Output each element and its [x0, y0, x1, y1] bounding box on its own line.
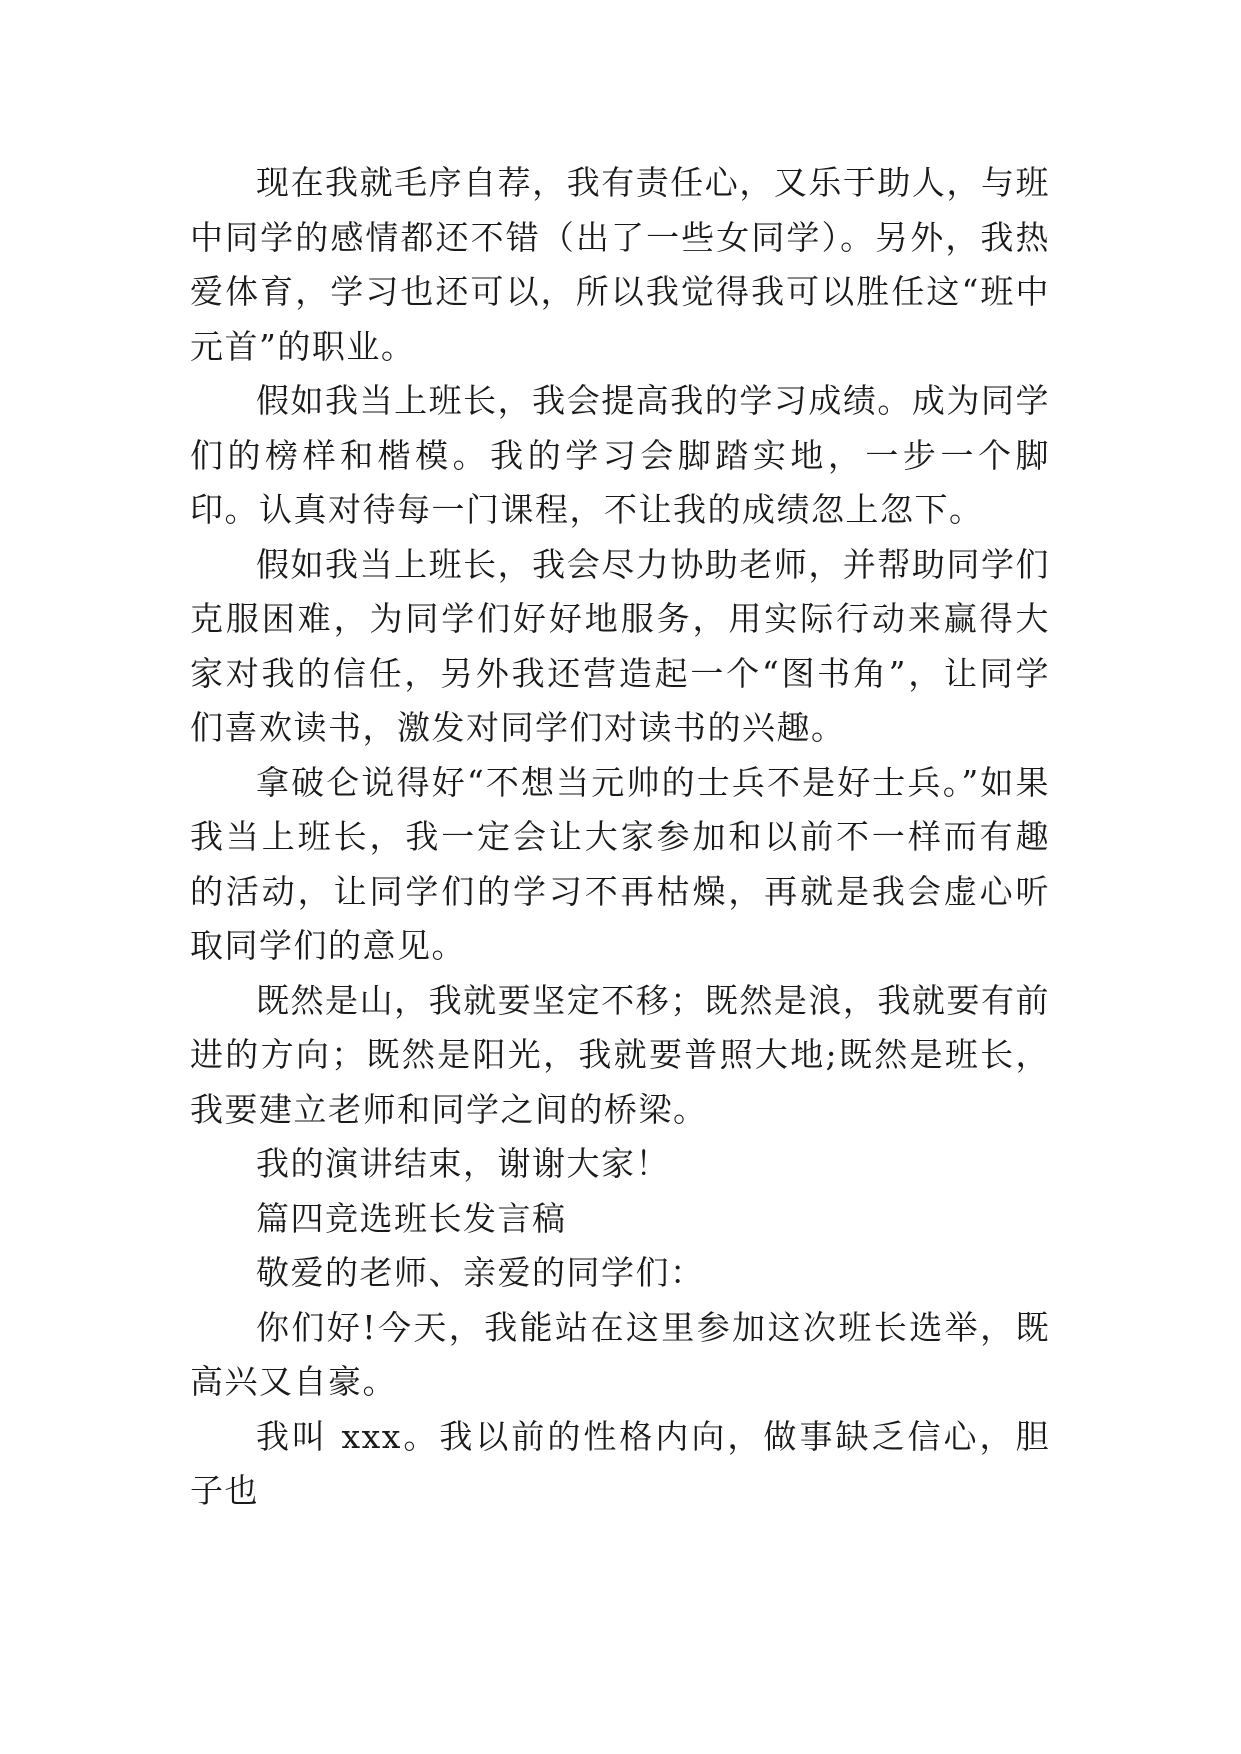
section-title: 篇四竞选班长发言稿: [256, 1198, 567, 1238]
paragraph-mountain-metaphor: 既然是山，我就要坚定不移；既然是浪，我就要有前进的方向；既然是阳光，我就要普照大地;既然是班长，我要建立老师和同学之间的桥梁。: [190, 980, 1050, 1129]
paragraph-napoleon-quote: 拿破仑说得好“不想当元帅的士兵不是好士兵。”如果我当上班长，我一定会让大家参加和以前不一样而有趣的活动，让同学们的学习不再枯燥，再就是我会虚心听取同学们的意见。: [190, 762, 1050, 965]
paragraph-study-goal: 假如我当上班长，我会提高我的学习成绩。成为同学们的榜样和楷模。我的学习会脚踏实地，一步一个脚印。认真对待每一门课程，不让我的成绩忽上忽下。: [190, 381, 1050, 529]
paragraph-closing-thanks: 我的演讲结束，谢谢大家！: [256, 1144, 670, 1183]
paragraph-assist-teacher: 假如我当上班长，我会尽力协助老师，并帮助同学们克服困难，为同学们好好地服务，用实际行动来赢得大家对我的信任，另外我还营造起一个“图书角”，让同学们喜欢读书，激发对同学们对读书的兴趣。: [190, 544, 1050, 747]
paragraph-greeting: 你们好!今天，我能站在这里参加这次班长选举，既高兴又自豪。: [190, 1307, 1050, 1401]
paragraph-self-recommendation: 现在我就毛序自荐，我有责任心，又乐于助人，与班中同学的感情都还不错（出了一些女同学）。另外，我热爱体育，学习也还可以，所以我觉得我可以胜任这“班中元首”的职业。: [190, 163, 1050, 366]
paragraph-salutation: 敬爱的老师、亲爱的同学们：: [256, 1253, 705, 1292]
paragraph-introduction: 我叫 xxx。我以前的性格内向，做事缺乏信心，胆子也: [190, 1416, 1050, 1510]
document-body: [190, 156, 1050, 1519]
